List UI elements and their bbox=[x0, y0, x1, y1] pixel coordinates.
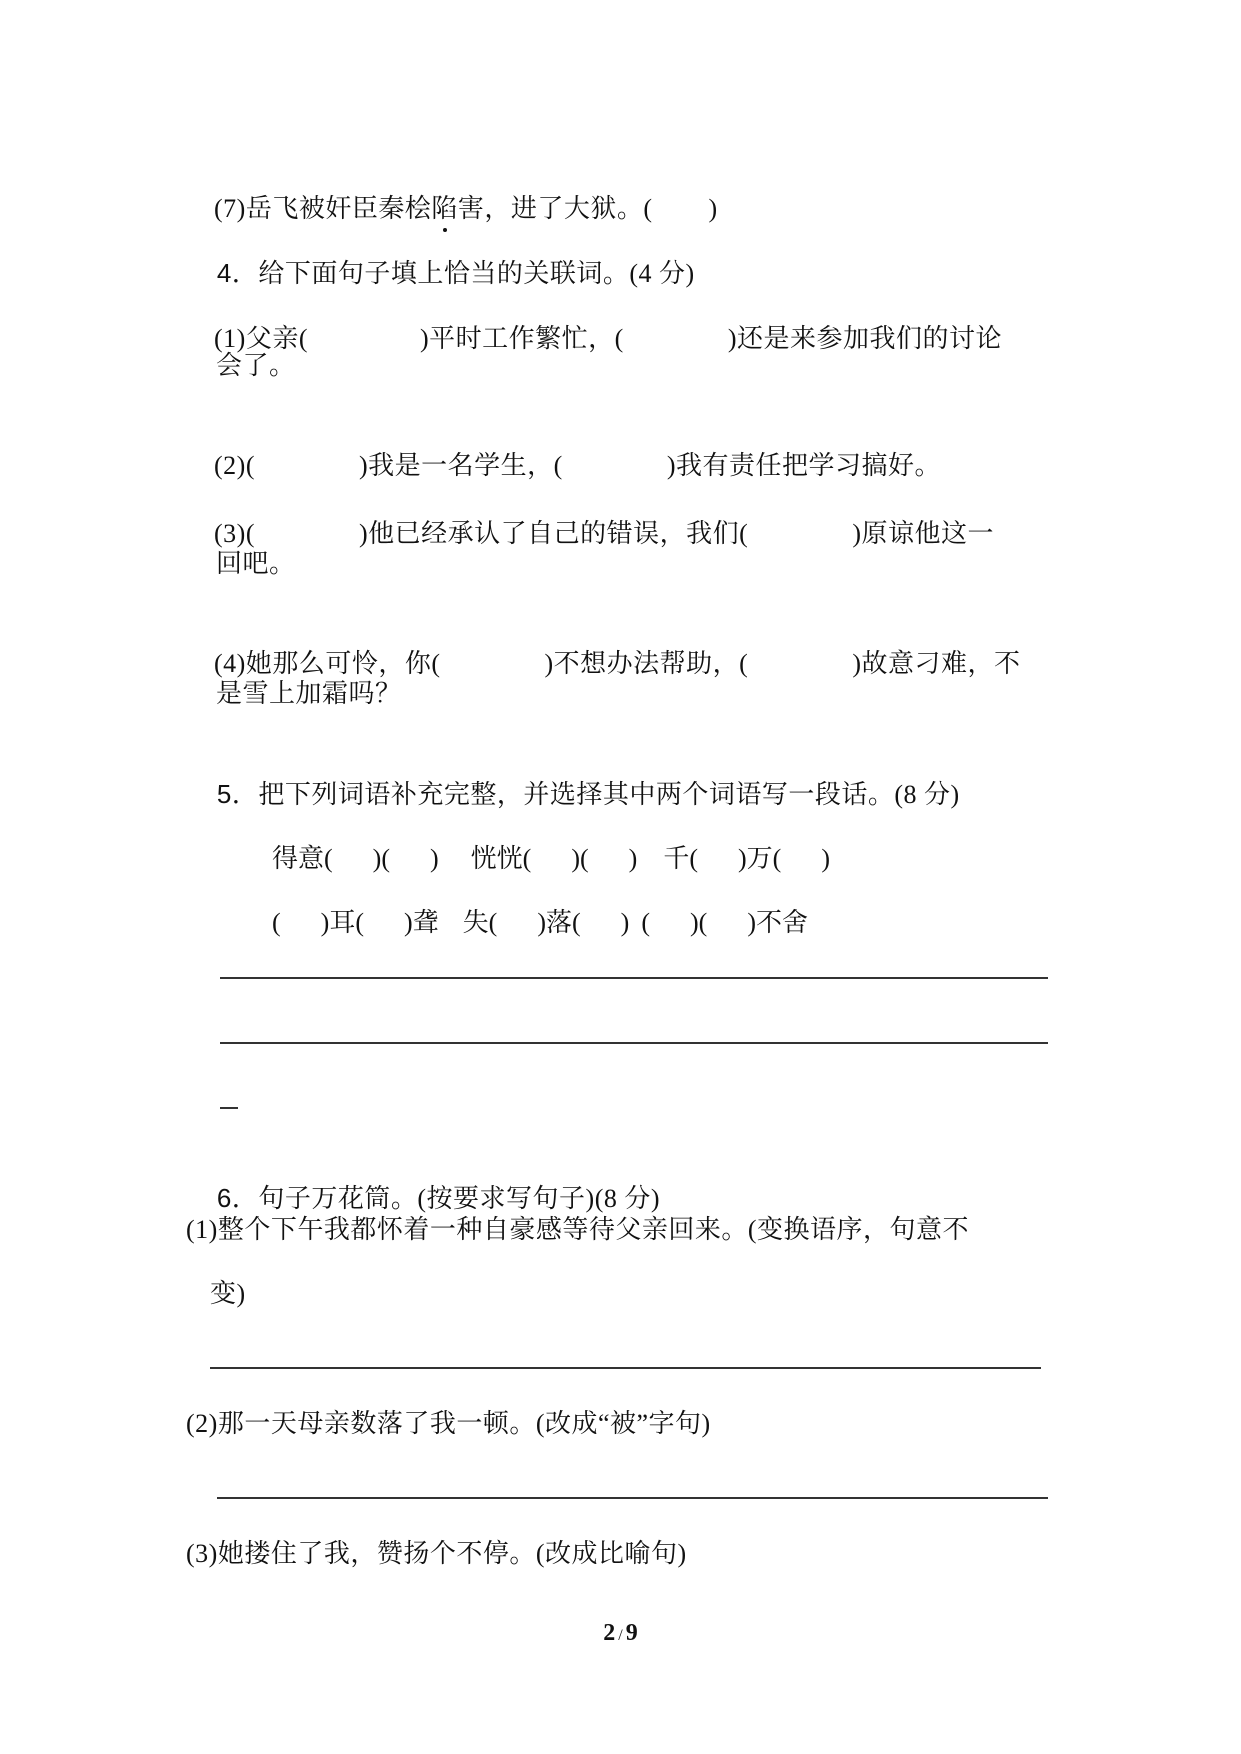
q6-number: 6． bbox=[216, 1183, 259, 1213]
q5-word-shi-prefix: 失( bbox=[462, 908, 498, 937]
q4-item-1-cont: 会了。 bbox=[216, 351, 296, 380]
q5-paren: ) bbox=[821, 844, 831, 873]
q4-item-3-part2: )他已经承认了自己的错误，我们( bbox=[358, 519, 749, 548]
q5-paren: )( bbox=[372, 844, 390, 873]
q3-item-7-dotted-char: 陷 bbox=[431, 192, 458, 226]
q4-item-3-cont: 回吧。 bbox=[216, 549, 296, 578]
q4-item-1-part3: )还是来参加我们的讨论 bbox=[727, 324, 1002, 353]
q5-word-deyi-prefix: 得意( bbox=[272, 844, 333, 873]
q5-word-bushe: )不舍 bbox=[747, 908, 809, 937]
q5-word-er: )耳( bbox=[320, 908, 364, 937]
q4-item-3-part1: (3)( bbox=[214, 519, 255, 548]
q5-title: 把下列词语补充完整，并选择其中两个词语写一段话。(8 分) bbox=[258, 780, 960, 809]
q5-answer-line-2[interactable] bbox=[220, 1042, 1048, 1044]
q5-answer-line-1[interactable] bbox=[220, 977, 1048, 979]
q4-number: 4． bbox=[216, 258, 259, 288]
q4-item-4-part3: )故意刁难，不 bbox=[852, 649, 1021, 678]
page-number bbox=[0, 1620, 1241, 1647]
q6-title: 句子万花筒。(按要求写句子)(8 分) bbox=[258, 1184, 661, 1213]
q5-word-luo: )落( bbox=[537, 908, 581, 937]
q4-item-4-part2: )不想办法帮助，( bbox=[544, 649, 749, 678]
q4-item-2-part1: (2)( bbox=[214, 451, 255, 480]
q5-answer-line-3[interactable] bbox=[220, 1107, 238, 1109]
q5-paren: ) bbox=[620, 908, 630, 937]
q6-item-1: (1)整个下午我都怀着一种自豪感等待父亲回来。(变换语序，句意不 bbox=[186, 1215, 969, 1244]
page-separator: / bbox=[618, 1627, 623, 1644]
q4-item-3-part3: )原谅他这一 bbox=[852, 519, 994, 548]
q5-paren: )万( bbox=[738, 844, 782, 873]
total-pages: 9 bbox=[625, 1620, 638, 1646]
q5-paren: )( bbox=[571, 844, 589, 873]
q3-item-7-suffix: 害，进了大狱。( bbox=[457, 194, 653, 223]
q5-paren: ) bbox=[628, 844, 638, 873]
q5-number: 5． bbox=[216, 779, 259, 809]
q6-item-1-answer-line[interactable] bbox=[210, 1367, 1041, 1369]
q6-item-2: (2)那一天母亲数落了我一顿。(改成“被”字句) bbox=[186, 1409, 711, 1438]
q6-item-1-cont: 变) bbox=[210, 1279, 246, 1308]
q5-words-row-2 bbox=[246, 872, 808, 974]
q6-item-3: (3)她搂住了我，赞扬个不停。(改成比喻句) bbox=[186, 1539, 687, 1568]
q5-paren: ) bbox=[430, 844, 439, 873]
q4-item-1-part2: )平时工作繁忙，( bbox=[419, 324, 624, 353]
q5-word-qian-prefix: 千( bbox=[663, 844, 699, 873]
q4-item-1 bbox=[186, 288, 1002, 390]
current-page: 2 bbox=[603, 1620, 616, 1646]
q5-paren: )( bbox=[690, 908, 708, 937]
q4-item-2-part2: )我是一名学生，( bbox=[358, 451, 563, 480]
q5-word-long: )聋 bbox=[404, 908, 439, 937]
q3-item-7-prefix: (7)岳飞被奸臣秦桧 bbox=[214, 194, 432, 223]
q5-word-huanghuang-prefix: 恍恍( bbox=[470, 844, 532, 873]
q5-paren: ( bbox=[272, 908, 281, 937]
q4-item-1-part1: (1)父亲( bbox=[214, 324, 308, 353]
q3-item-7-close: ) bbox=[708, 194, 718, 223]
q4-title: 给下面句子填上恰当的关联词。(4 分) bbox=[258, 259, 695, 288]
q4-item-3 bbox=[186, 483, 994, 585]
q4-item-2-part3: )我有责任把学习搞好。 bbox=[666, 451, 941, 480]
q4-item-4-part1: (4)她那么可怜，你( bbox=[214, 649, 441, 678]
q4-item-4-cont: 是雪上加霜吗？ bbox=[216, 679, 402, 708]
q5-paren: ( bbox=[641, 908, 651, 937]
q6-item-2-answer-line[interactable] bbox=[217, 1497, 1048, 1499]
